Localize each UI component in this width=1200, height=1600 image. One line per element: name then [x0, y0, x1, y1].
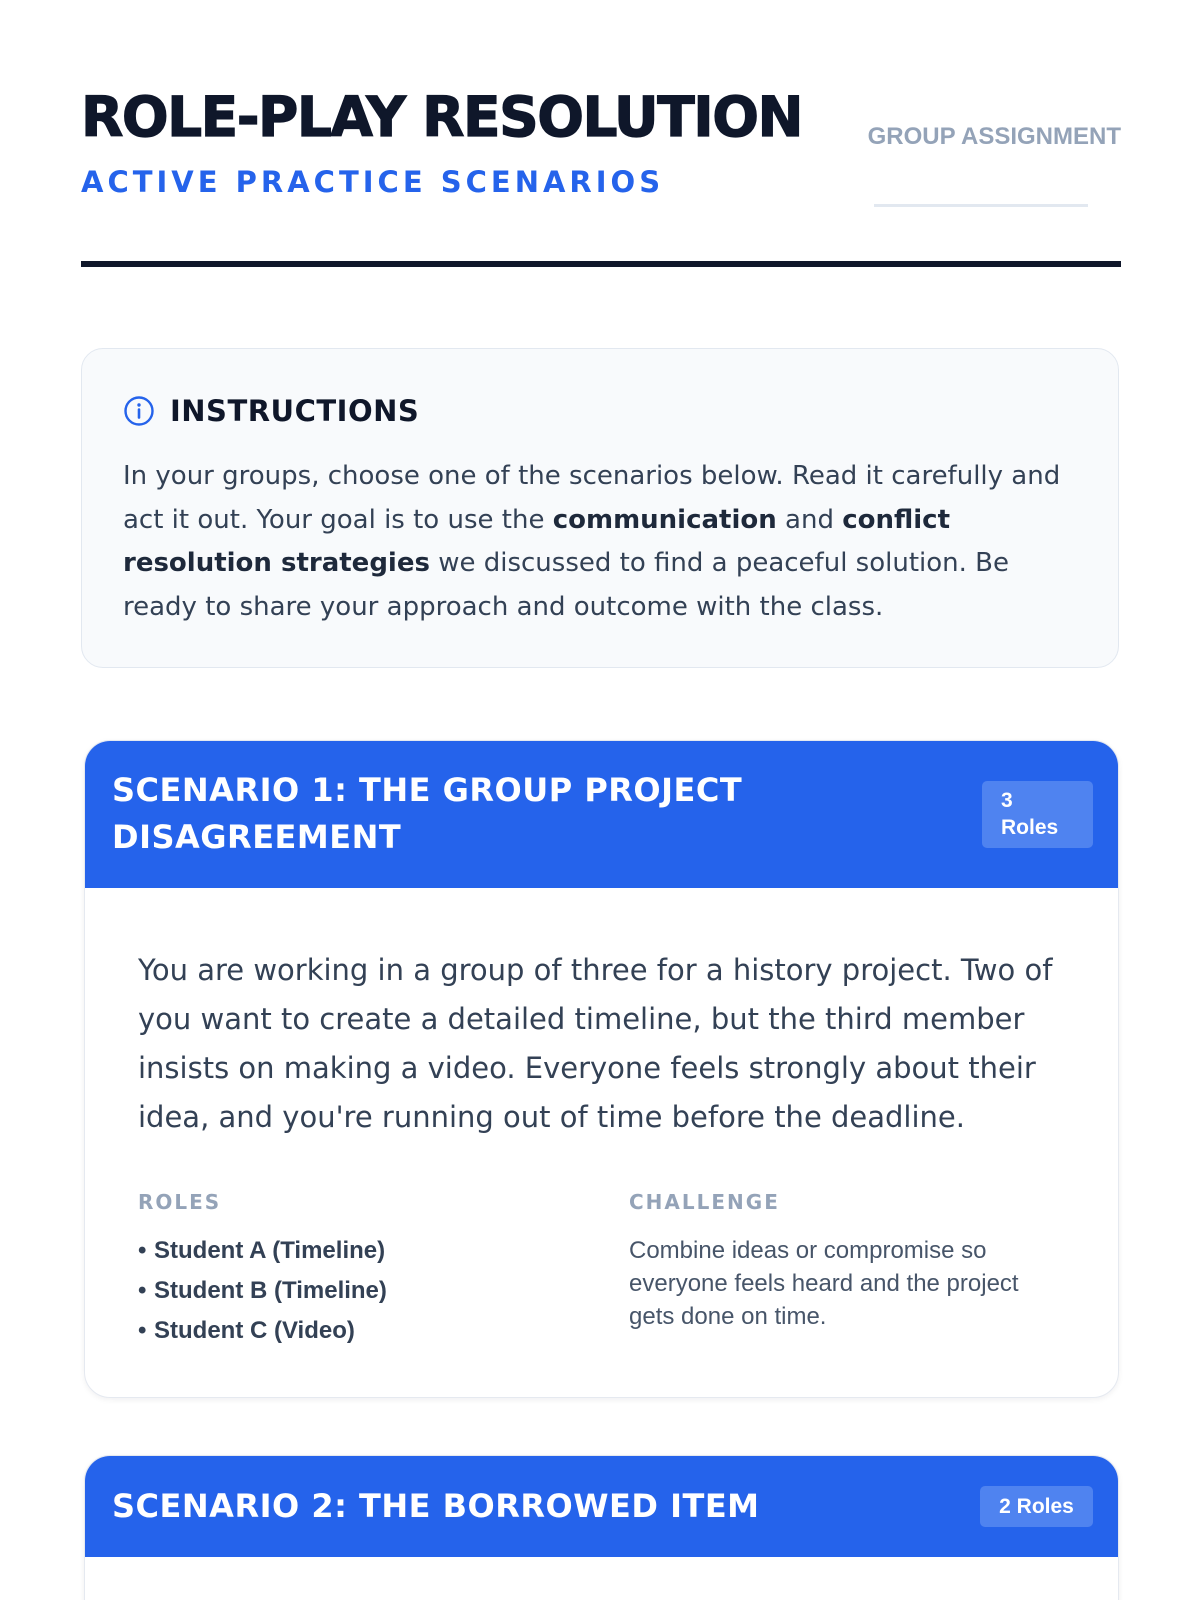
instructions-text-part: we discussed to find a peaceful solution. Be ready to share your approach and outcome with the class.	[123, 548, 1009, 622]
roles-count-badge: 2 Roles	[980, 1486, 1093, 1527]
page-title: ROLE-PLAY RESOLUTION	[81, 85, 802, 149]
roles-count-badge	[982, 781, 1093, 848]
challenge-text: Combine ideas or compromise so everyone feels heard and the project gets done on time.	[629, 1237, 1019, 1330]
scenario-title: SCENARIO 1: THE GROUP PROJECT DISAGREEMENT	[112, 771, 743, 856]
role-item: • Student A (Timeline)	[138, 1231, 387, 1271]
scenario-card	[84, 740, 1119, 1398]
instructions-text	[123, 455, 1083, 629]
scenario-header	[85, 741, 1118, 888]
instructions-emphasis: communication	[552, 504, 777, 535]
assignment-label: GROUP ASSIGNMENT	[867, 123, 1121, 150]
page-header	[81, 78, 1121, 268]
instructions-heading	[123, 391, 419, 431]
roles-count-number: 3	[1001, 789, 1013, 812]
role-item: • Student B (Timeline)	[138, 1271, 387, 1311]
instructions-emphasis: conflict resolution strategies	[123, 504, 951, 578]
scenario-title: SCENARIO 2: THE BORROWED ITEM	[112, 1487, 760, 1525]
roles-label: ROLES	[138, 1190, 222, 1214]
assignment-underline	[874, 204, 1088, 207]
header-divider	[81, 261, 1121, 267]
instructions-text-part: and	[776, 504, 843, 535]
roles-count-word: Roles	[1001, 816, 1059, 839]
info-icon	[123, 395, 155, 427]
scenario-description: You are working in a group of three for a history project. Two of you want to create a detailed timeline, but the third member insists on making a video. Everyone feels strongly about their idea, and you're running out of time before the deadline.	[138, 953, 1053, 1134]
scenario-header	[85, 1456, 1118, 1557]
scenario-card	[84, 1455, 1119, 1600]
roles-list	[138, 1231, 387, 1351]
instructions-panel	[81, 348, 1119, 668]
page-subtitle: ACTIVE PRACTICE SCENARIOS	[81, 165, 665, 199]
challenge-label: CHALLENGE	[629, 1190, 780, 1214]
role-item: • Student C (Video)	[138, 1311, 387, 1351]
instructions-text-part: In your groups, choose one of the scenarios below. Read it carefully and act it out. Your goal is to use the	[123, 461, 1061, 535]
instructions-title: INSTRUCTIONS	[170, 394, 420, 428]
